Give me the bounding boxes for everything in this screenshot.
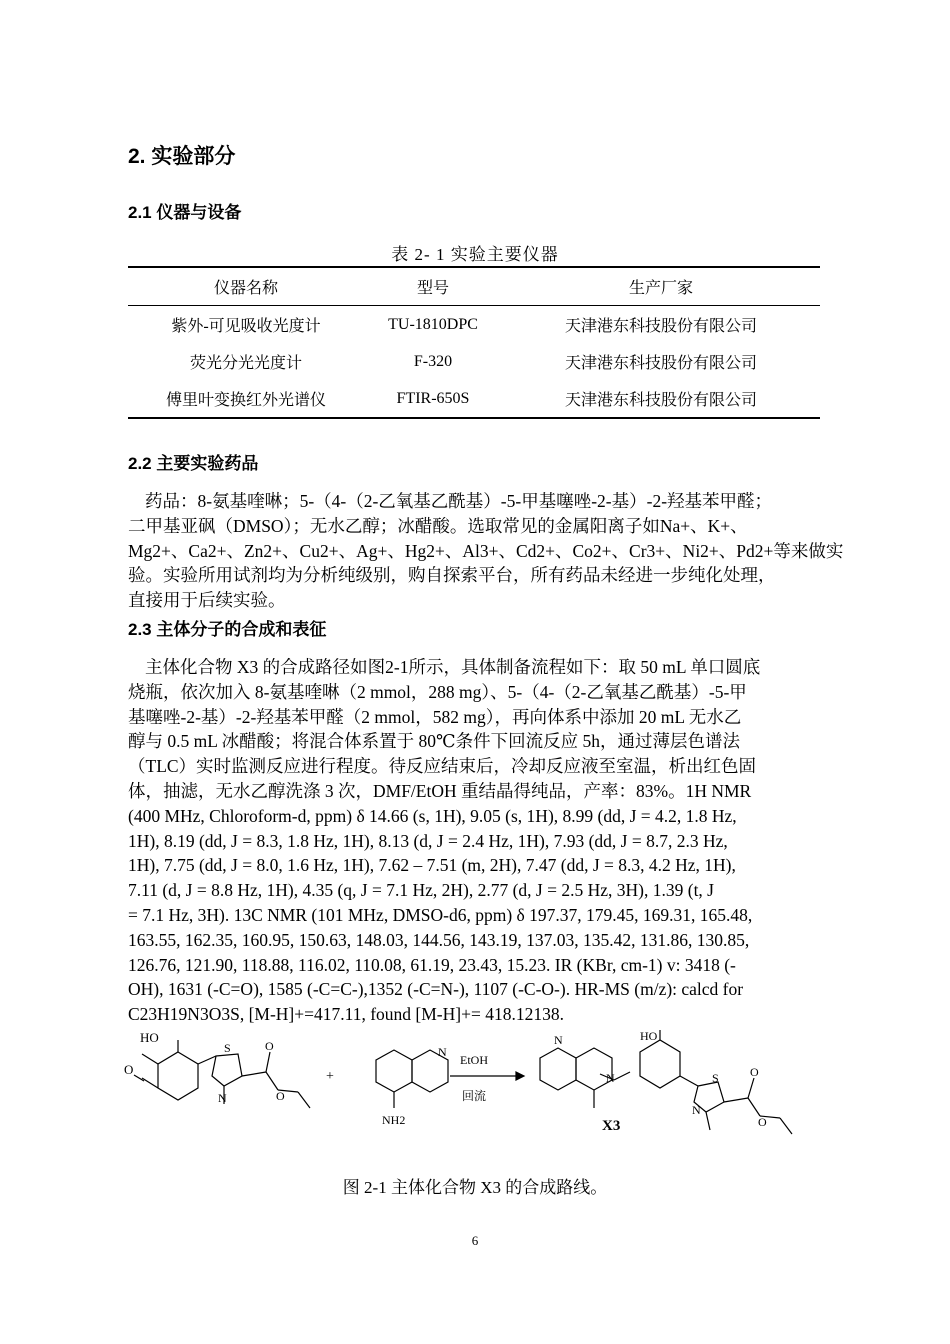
paragraph-line: 126.76, 121.90, 118.88, 116.02, 110.08, 61.19, 23.43, 15.23. IR (KBr, cm-1) v: 3418 (- [128,954,736,975]
table-cell: F-320 [413,352,453,370]
atom-label: O [276,1089,285,1103]
table-row [128,380,820,417]
paragraph-line: 二甲基亚砜（DMSO）；无水乙醇；冰醋酸。选取常见的金属阳离子如Na+、K+、 [128,515,748,536]
paragraph-line: 体，抽滤，无水乙醇洗涤 3 次，DMF/EtOH 重结晶得纯品，产率：83%。1H NMR [128,780,752,801]
table-cell: 紫外-可见吸收光度计 [171,318,321,335]
paragraph-line: = 7.1 Hz, 3H). 13C NMR (101 MHz, DMSO-d6, ppm) δ 197.37, 179.45, 169.31, 165.48, [128,904,753,925]
paragraph-line: 1H), 7.75 (dd, J = 8.0, 1.6 Hz, 1H), 7.62 – 7.51 (m, 2H), 7.47 (dd, J = 8.3, 4.2 Hz, 1H), [128,855,736,876]
atom-label: S [224,1041,231,1055]
reagent-label: EtOH [460,1053,488,1067]
paragraph-line: 7.11 (d, J = 8.8 Hz, 1H), 4.35 (q, J = 7.1 Hz, 2H), 2.77 (d, J = 2.5 Hz, 3H), 1.39 (t, J [128,880,714,901]
table-header-cell: 仪器名称 [213,280,278,297]
atom-label: N [438,1045,447,1059]
instrument-table [128,266,820,419]
table-cell: FTIR-650S [396,389,470,407]
paragraph-line: 烧瓶，依次加入 8-氨基喹啉（2 mmol，288 mg）、5-（4-（2-乙氧基乙酰基）-5-甲 [128,681,747,702]
subsection-heading-2-1: 2.1 仪器与设备 [128,203,242,222]
table-cell: 天津港东科技股份有限公司 [564,355,757,372]
reagents-paragraph [128,489,844,613]
atom-label: HO [140,1030,159,1045]
paragraph-line: C23H19N3O3S, [M-H]+=417.11, found [M-H]+= 418.12138. [128,1004,564,1025]
atom-label: S [712,1071,719,1085]
paragraph-line: 直接用于后续实验。 [128,590,286,611]
atom-label: HO [640,1030,658,1043]
paragraph-line: 主体化合物 X3 的合成路径如图2-1所示，具体制备流程如下：取 50 mL 单口圆底 [145,657,761,677]
subsection-heading-2-3: 2.3 主体分子的合成和表征 [128,620,327,639]
page-number: 6 [471,1233,479,1248]
paragraph-line: Mg2+、Ca2+、Zn2+、Cu2+、Ag+、Hg2+、Al3+、Cd2+、Co2+、Cr3+、Ni2+、Pd2+等来做实 [128,540,844,561]
table-cell: TU-1810DPC [388,315,478,333]
subsection-heading-2-2: 2.2 主要实验药品 [128,454,259,473]
figure-caption: 图 2-1 主体化合物 X3 的合成路线。 [342,1178,608,1197]
atom-label: N [606,1071,615,1085]
paragraph-line: 1H), 8.19 (dd, J = 8.3, 1.8 Hz, 1H), 8.13 (d, J = 2.4 Hz, 1H), 7.93 (dd, J = 8.7, 2.3 Hz, [128,830,728,851]
paragraph-line: 药品：8-氨基喹啉；5-（4-（2-乙氧基乙酰基）-5-甲基噻唑-2-基）-2-羟基苯甲醛； [145,491,773,511]
arrow-head [516,1072,524,1080]
plus-sign: + [326,1069,334,1084]
product-label: X3 [602,1118,621,1134]
table-cell: 傅里叶变换红外光谱仪 [165,392,326,409]
paragraph-line: 醇与 0.5 mL 冰醋酸；将混合体系置于 80℃条件下回流反应 5h，通过薄层色谱法 [128,731,740,752]
table-row [128,343,820,380]
table-cell: 天津港东科技股份有限公司 [564,392,757,409]
table-bottom-rule [128,417,820,419]
section-heading: 2. 实验部分 [128,145,236,168]
table-cell: 天津港东科技股份有限公司 [564,318,757,335]
atom-label: O [124,1062,134,1077]
paragraph-line: 基噻唑-2-基）-2-羟基苯甲醛（2 mmol，582 mg），再向体系中添加 20 mL 无水乙 [128,706,742,727]
product-x3-structure [540,1030,792,1134]
table-cell: 荧光分光光度计 [189,355,302,372]
table-header-row [128,268,820,305]
atom-label: O [758,1115,767,1129]
synthesis-scheme [120,1030,820,1160]
atom-label: O [265,1039,274,1053]
table-header-cell: 生产厂家 [628,280,693,297]
condition-label: 回流 [462,1089,487,1103]
paragraph-line: 验。实验所用试剂均为分析纯级别，购自探索平台，所有药品未经进一步纯化处理， [128,565,776,586]
paragraph-line: OH), 1631 (-C=O), 1585 (-C=C-),1352 (-C=N-), 1107 (-C-O-). HR-MS (m/z): calcd for [128,979,744,1000]
paragraph-line: (400 MHz, Chloroform-d, ppm) δ 14.66 (s, 1H), 9.05 (s, 1H), 8.99 (dd, J = 4.2, 1.8 Hz, [128,805,737,826]
atom-label: O [750,1065,759,1079]
atom-label: N [218,1091,227,1105]
paragraph-line: （TLC）实时监测反应进行程度。待反应结束后，冷却反应液至室温，析出红色固 [128,756,757,777]
atom-label: N [692,1103,701,1117]
atom-label: N [554,1033,563,1047]
atom-label: NH2 [382,1113,406,1127]
table-caption: 表 2- 1 实验主要仪器 [391,245,559,264]
table-row [128,306,820,343]
synthesis-paragraph [128,655,820,1027]
paragraph-line: 163.55, 162.35, 160.95, 150.63, 148.03, 144.56, 143.19, 137.03, 135.42, 131.86, 130.85, [128,929,750,950]
table-header-cell: 型号 [416,280,449,297]
